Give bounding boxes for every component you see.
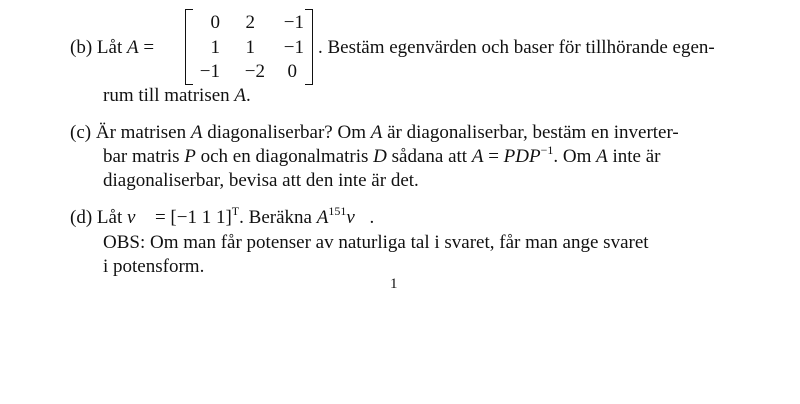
transpose-mark: T: [231, 204, 240, 218]
text-run: diagonaliserbar? Om: [202, 122, 371, 143]
matrix-var-a: A: [596, 146, 608, 167]
matrix-var-p: P: [184, 146, 196, 167]
matrix-var-a: A: [234, 85, 247, 106]
text-run: . Beräkna: [239, 207, 317, 228]
part-c-line3: diagonaliserbar, bevisa att den inte är det.: [103, 170, 419, 191]
matrix-cell: 0: [287, 61, 297, 82]
text-run: bar matris: [103, 146, 185, 167]
text-run: Är matrisen: [95, 122, 191, 143]
matrix-cell: 1: [245, 37, 255, 58]
pdp-expression: PDP: [503, 146, 541, 167]
period: .: [246, 85, 251, 106]
text-run: Låt: [96, 207, 127, 228]
matrix-var-a: A: [190, 122, 203, 143]
vector-definition: = [−1 1 1]: [150, 207, 232, 228]
part-b-label: (b): [70, 37, 93, 58]
page-number: 1: [390, 276, 398, 292]
text-run: och en diagonalmatris: [195, 146, 374, 167]
vector-v: v⃗: [346, 207, 370, 228]
part-b-line2-text: rum till matrisen: [103, 85, 235, 106]
matrix-var-a: A: [471, 146, 484, 167]
matrix-cell: −1: [283, 37, 304, 58]
text-run: . Om: [553, 146, 597, 167]
text-run: är diagonaliserbar, bestäm en inverter-: [382, 122, 679, 143]
matrix-a: [185, 9, 313, 85]
equals-sign: =: [483, 146, 504, 167]
part-c-label: (c): [70, 122, 92, 143]
period: .: [369, 207, 375, 228]
part-c-line1: [70, 123, 679, 143]
part-c-line2: [103, 143, 661, 168]
matrix-cell: 1: [210, 37, 220, 58]
power-exponent: 151: [328, 204, 347, 218]
part-b-line2: [103, 86, 251, 106]
part-b-line1: [70, 38, 154, 58]
text-run: inte är: [607, 146, 661, 167]
matrix-cell: −1: [283, 12, 304, 33]
matrix-var-a: A: [126, 37, 139, 58]
part-d-obs-line2: i potensform.: [103, 256, 205, 277]
matrix-cell: 0: [210, 12, 220, 33]
part-b-task: . Bestäm egenvärden och baser för tillhörande egen-: [318, 37, 715, 58]
inverse-exponent: −1: [540, 143, 554, 157]
part-b-intro: Låt: [96, 37, 123, 58]
matrix-cell: −1: [199, 61, 220, 82]
matrix-cell: 2: [245, 12, 255, 33]
matrix-cell: −2: [244, 61, 265, 82]
equals-sign: =: [143, 37, 155, 58]
text-run: sådana att: [386, 146, 472, 167]
part-d-line1: [70, 204, 375, 229]
part-d-obs-line1: OBS: Om man får potenser av naturliga tal i svaret, får man ange svaret: [103, 232, 649, 253]
part-d-label: (d): [70, 207, 93, 228]
matrix-var-a: A: [316, 207, 329, 228]
matrix-var-a: A: [370, 122, 383, 143]
matrix-right-bracket: [305, 9, 313, 85]
vector-v: v⃗: [126, 207, 151, 228]
matrix-var-d: D: [373, 146, 387, 167]
